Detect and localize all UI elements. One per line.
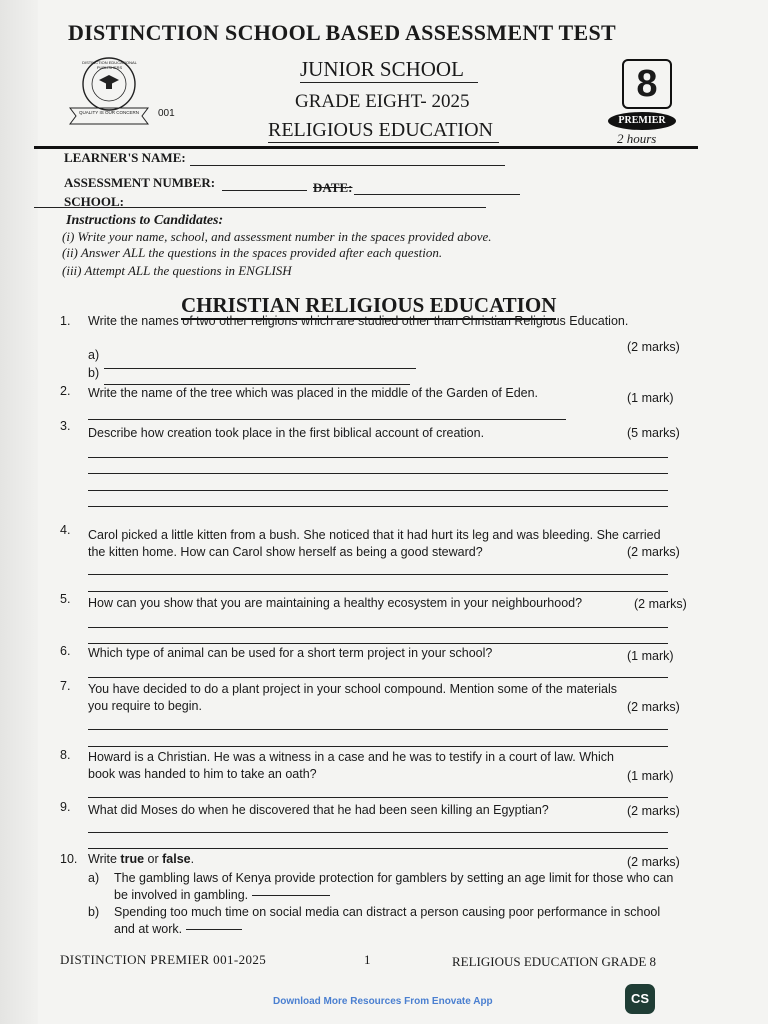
q10a-answer-line[interactable] xyxy=(252,895,330,896)
date-field[interactable] xyxy=(354,194,520,195)
q5-number: 5. xyxy=(60,592,71,606)
q9-text: What did Moses do when he discovered that he had been seen killing an Egyptian? xyxy=(88,803,549,817)
q3-answer-line-3[interactable] xyxy=(88,490,668,491)
q8-text: Howard is a Christian. He was a witness in a case and he was to testify in a court of law. Which book was handed to him to take an oath? xyxy=(88,750,614,781)
q10b-label: b) xyxy=(88,905,100,919)
download-link[interactable]: Download More Resources From Enovate App xyxy=(273,996,493,1007)
q9-answer-line-2[interactable] xyxy=(88,848,668,849)
q9-marks: (2 marks) xyxy=(627,804,680,818)
q1-number: 1. xyxy=(60,314,71,328)
q2-number: 2. xyxy=(60,384,71,398)
school-title: DISTINCTION SCHOOL BASED ASSESSMENT TEST xyxy=(68,20,616,45)
school-label: SCHOOL: xyxy=(64,194,124,209)
q4-marks: (2 marks) xyxy=(627,545,680,559)
instruction-1: (i) Write your name, school, and assessment number in the spaces provided above. xyxy=(62,229,492,244)
scan-edge xyxy=(0,0,38,1024)
q10-text-post: . xyxy=(190,852,195,866)
instruction-3: (iii) Attempt ALL the questions in ENGLISH xyxy=(62,263,292,278)
q7-answer-line-2[interactable] xyxy=(88,746,668,747)
q1b-label: b) xyxy=(88,366,100,380)
q3-marks: (5 marks) xyxy=(627,426,680,440)
q8-answer-line[interactable] xyxy=(88,797,668,798)
q7-number: 7. xyxy=(60,679,71,693)
q10a-statement: The gambling laws of Kenya provide protection for gamblers by setting an age limit for those who can be involved in gambling. xyxy=(114,871,674,902)
q6-number: 6. xyxy=(60,644,71,658)
logo-motto: QUALITY IS OUR CONCERN xyxy=(79,110,139,115)
q7-answer-line-1[interactable] xyxy=(88,729,668,730)
q10b-statement: Spending too much time on social media can distract a person causing poor performance in school and at work. xyxy=(114,905,661,936)
instructions-title: Instructions to Candidates: xyxy=(66,213,224,228)
logo-code: 001 xyxy=(158,108,175,119)
q4-number: 4. xyxy=(60,523,71,537)
duration: 2 hours xyxy=(617,131,657,146)
q10-text-pre: Write xyxy=(88,852,121,866)
q4-answer-line-2[interactable] xyxy=(88,591,668,592)
section-title: CHRISTIAN RELIGIOUS EDUCATION xyxy=(181,293,556,320)
q1a-label: a) xyxy=(88,348,100,362)
q10-text-mid: or xyxy=(144,852,163,866)
q9-number: 9. xyxy=(60,800,71,814)
q2-marks: (1 mark) xyxy=(627,391,674,405)
q5-answer-line-1[interactable] xyxy=(88,627,668,628)
q6-marks: (1 mark) xyxy=(627,649,674,663)
grade-box: 8 xyxy=(622,59,672,109)
date-label: DATE: xyxy=(313,180,353,195)
name-field[interactable] xyxy=(190,165,505,166)
q10-text xyxy=(88,851,194,868)
grade-title: GRADE EIGHT- 2025 xyxy=(295,91,470,112)
q1-marks: (2 marks) xyxy=(627,340,680,354)
q3-answer-line-1[interactable] xyxy=(88,457,668,458)
footer-left: DISTINCTION PREMIER 001-2025 xyxy=(60,952,267,967)
header-rule xyxy=(34,146,698,149)
q2-answer-line[interactable] xyxy=(88,419,566,420)
q6-answer-line[interactable] xyxy=(88,677,668,678)
q10-number: 10. xyxy=(60,852,78,866)
q10-true-word: true xyxy=(120,852,145,866)
q1a-answer-line[interactable] xyxy=(104,368,416,369)
page-number: 1 xyxy=(364,952,371,967)
footer-right: RELIGIOUS EDUCATION GRADE 8 xyxy=(452,954,657,969)
q10a-text xyxy=(114,870,679,904)
q9-answer-line-1[interactable] xyxy=(88,832,668,833)
name-label: LEARNER'S NAME: xyxy=(64,150,186,165)
q1-text: Write the names of two other religions which are studied other than Christian Religious Education. xyxy=(88,314,629,328)
q10-false-word: false xyxy=(162,852,191,866)
camscanner-icon: CS xyxy=(625,984,655,1014)
q4-text: Carol picked a little kitten from a bush. She noticed that it had hurt its leg and was bleeding. She carried the kitten home. How can Carol show herself as being a good steward? xyxy=(88,528,661,559)
logo-text: DISTINCTION EDUCATIONAL PUBLISHERS xyxy=(82,60,137,70)
school-logo xyxy=(64,50,154,130)
subject-title: RELIGIOUS EDUCATION xyxy=(268,119,499,143)
q10b-answer-line[interactable] xyxy=(186,929,242,930)
q6-text: Which type of animal can be used for a short term project in your school? xyxy=(88,646,493,660)
assessment-label: ASSESSMENT NUMBER: xyxy=(64,175,216,190)
q8-number: 8. xyxy=(60,748,71,762)
q3-text: Describe how creation took place in the first biblical account of creation. xyxy=(88,426,485,440)
q10a-label: a) xyxy=(88,871,100,885)
q3-answer-line-2[interactable] xyxy=(88,473,668,474)
q7-text: You have decided to do a plant project in your school compound. Mention some of the materials you require to begin. xyxy=(88,682,618,713)
q4-answer-line-1[interactable] xyxy=(88,574,668,575)
q7-marks: (2 marks) xyxy=(627,700,680,714)
level-title: JUNIOR SCHOOL xyxy=(300,57,478,83)
q10b-text xyxy=(114,904,674,938)
q10-marks: (2 marks) xyxy=(627,855,680,869)
q5-text: How can you show that you are maintaining a healthy ecosystem in your neighbourhood? xyxy=(88,596,583,610)
premier-badge: PREMIER xyxy=(608,112,676,130)
q5-answer-line-2[interactable] xyxy=(88,643,668,644)
q8-marks: (1 mark) xyxy=(627,769,674,783)
assessment-field[interactable] xyxy=(222,190,307,191)
instruction-2: (ii) Answer ALL the questions in the spaces provided after each question. xyxy=(62,245,443,260)
q3-answer-line-4[interactable] xyxy=(88,506,668,507)
q3-number: 3. xyxy=(60,419,71,433)
q2-text: Write the name of the tree which was placed in the middle of the Garden of Eden. xyxy=(88,386,539,400)
school-field[interactable] xyxy=(34,207,486,208)
q5-marks: (2 marks) xyxy=(634,597,687,611)
